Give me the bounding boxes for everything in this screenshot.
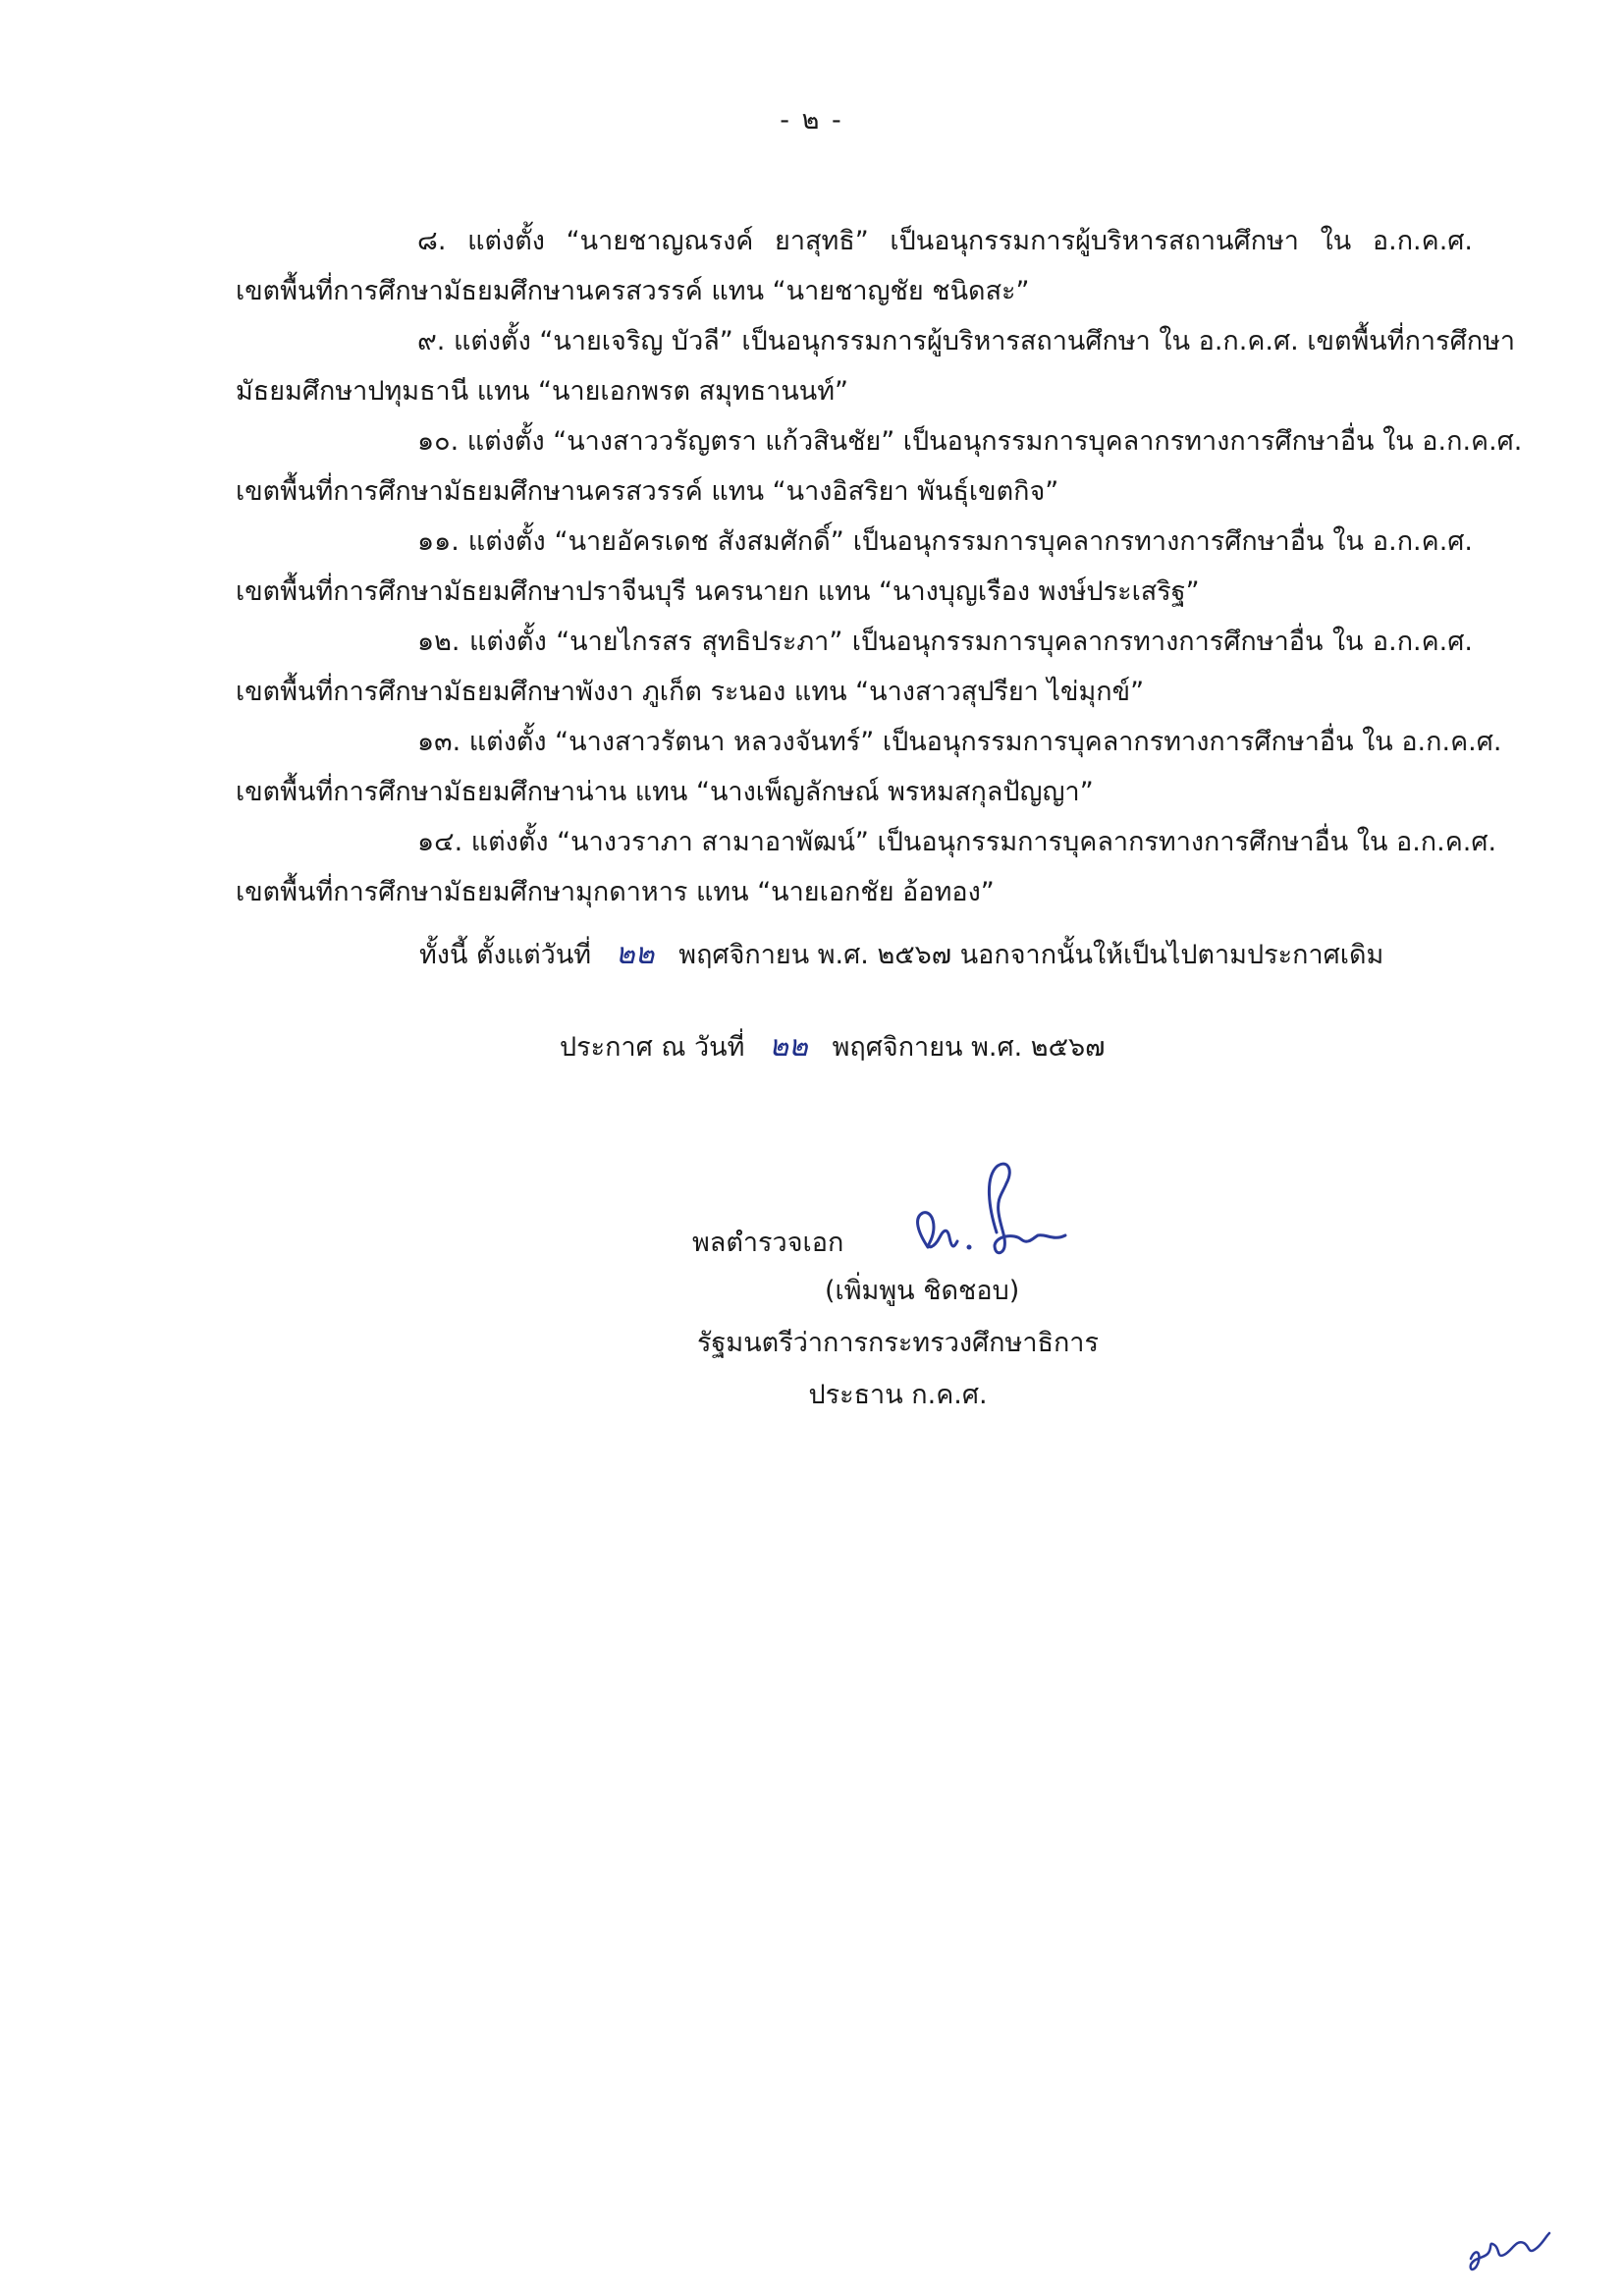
handwritten-initials	[1463, 2219, 1556, 2278]
effective-prefix: ทั้งนี้ ตั้งแต่วันที่	[419, 940, 592, 970]
effective-date-line	[419, 931, 1383, 977]
announce-day-handwritten: ๒๒	[769, 1029, 808, 1064]
appointment-item	[236, 717, 1502, 817]
item-line-2: เขตพื้นที่การศึกษามัธยมศึกษาปราจีนบุรี นครนายก แทน “นางบุญเรือง พงษ์ประเสริฐ”	[236, 576, 1200, 607]
item-line-1: ๘. แต่งตั้ง “นายชาญณรงค์ ยาสุทธิ” เป็นอนุกรรมการผู้บริหารสถานศึกษา ใน อ.ก.ค.ศ.	[417, 226, 1473, 256]
announce-suffix: พฤศจิกายน พ.ศ. ๒๕๖๗	[832, 1032, 1106, 1063]
item-line-1: ๑๐. แต่งตั้ง “นางสาววรัญตรา แก้วสินชัย” เป็นอนุกรรมการบุคลากรทางการศึกษาอื่น ใน อ.ก.ค.ศ.	[417, 426, 1523, 457]
item-line-1: ๑๓. แต่งตั้ง “นางสาวรัตนา หลวงจันทร์” เป็นอนุกรรมการบุคลากรทางการศึกษาอื่น ใน อ.ก.ค.ศ.	[417, 727, 1502, 757]
appointment-item	[236, 617, 1473, 717]
announcement-date-line	[560, 1023, 1105, 1069]
item-line-1: ๙. แต่งตั้ง “นายเจริญ บัวลี” เป็นอนุกรรมการผู้บริหารสถานศึกษา ใน อ.ก.ค.ศ. เขตพื้นที่การศึกษา	[417, 326, 1516, 356]
appointment-item	[236, 316, 1516, 416]
appointment-item	[236, 216, 1473, 316]
item-line-2: เขตพื้นที่การศึกษามัธยมศึกษาน่าน แทน “นางเพ็ญลักษณ์ พรหมสกุลปัญญา”	[236, 777, 1094, 807]
signer-position-secondary: ประธาน ก.ค.ศ.	[808, 1380, 988, 1410]
appointment-item	[236, 416, 1523, 517]
item-line-1: ๑๑. แต่งตั้ง “นายอัครเดช สังสมศักดิ์” เป็นอนุกรรมการบุคลากรทางการศึกษาอื่น ใน อ.ก.ค.ศ.	[417, 526, 1473, 557]
announce-prefix: ประกาศ ณ วันที่	[560, 1032, 745, 1063]
signer-name: (เพิ่มพูน ชิดชอบ)	[825, 1276, 1020, 1306]
item-line-2: เขตพื้นที่การศึกษามัธยมศึกษาพังงา ภูเก็ต ระนอง แทน “นางสาวสุปรียา ไข่มุกข์”	[236, 677, 1145, 707]
effective-day-handwritten: ๒๒	[615, 937, 655, 971]
item-line-2: มัธยมศึกษาปทุมธานี แทน “นายเอกพรต สมุทธานนท์”	[236, 376, 849, 407]
announcement-body	[236, 216, 1523, 917]
signer-position: รัฐมนตรีว่าการกระทรวงศึกษาธิการ	[697, 1328, 1099, 1358]
effective-suffix: พฤศจิกายน พ.ศ. ๒๕๖๗ นอกจากนั้นให้เป็นไปตามประกาศเดิม	[678, 940, 1384, 970]
appointment-item	[236, 817, 1497, 917]
signer-rank: พลตำรวจเอก	[692, 1228, 844, 1258]
item-line-2: เขตพื้นที่การศึกษามัธยมศึกษามุกดาหาร แทน “นายเอกชัย อ้อทอง”	[236, 877, 995, 907]
item-line-2: เขตพื้นที่การศึกษามัธยมศึกษานครสวรรค์ แทน “นายชาญชัย ชนิดสะ”	[236, 276, 1030, 306]
item-line-2: เขตพื้นที่การศึกษามัธยมศึกษานครสวรรค์ แทน “นางอิสริยา พันธุ์เขตกิจ”	[236, 476, 1059, 507]
item-line-1: ๑๒. แต่งตั้ง “นายไกรสร สุทธิประภา” เป็นอนุกรรมการบุคลากรทางการศึกษาอื่น ใน อ.ก.ค.ศ.	[417, 627, 1473, 657]
appointment-item	[236, 517, 1473, 617]
page-number: - ๒ -	[780, 105, 843, 136]
item-line-1: ๑๔. แต่งตั้ง “นางวราภา สามาอาพัฒน์” เป็นอนุกรรมการบุคลากรทางการศึกษาอื่น ใน อ.ก.ค.ศ.	[417, 827, 1497, 857]
handwritten-signature	[859, 1139, 1075, 1286]
